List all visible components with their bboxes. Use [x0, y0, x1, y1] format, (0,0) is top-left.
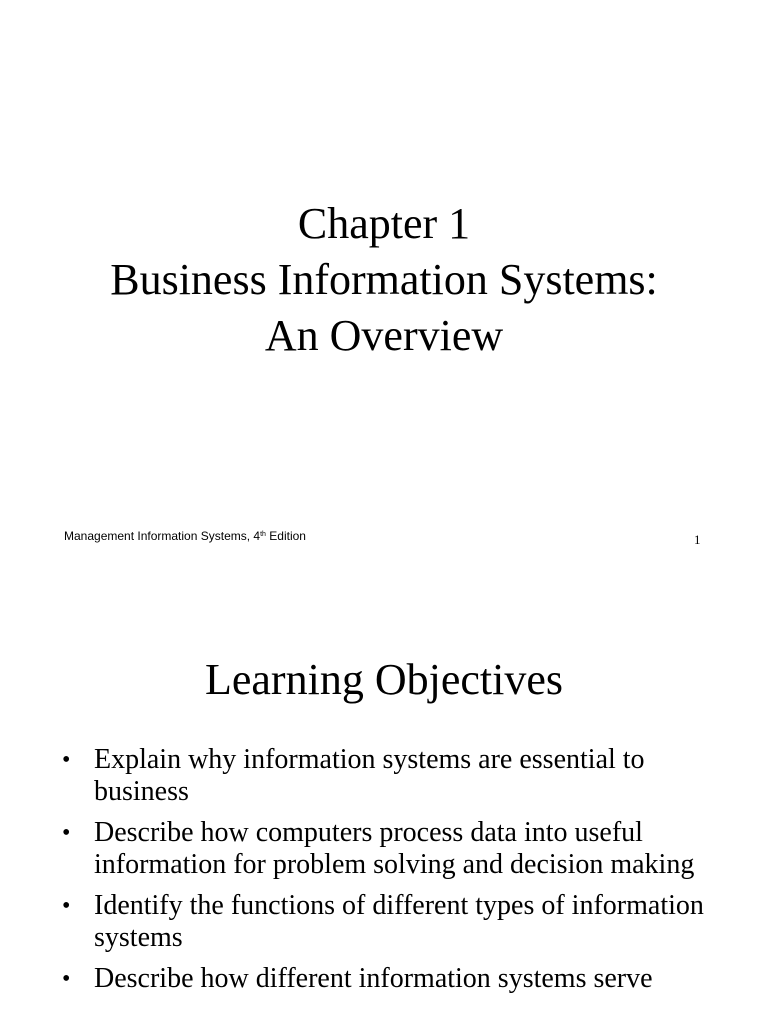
- bullet-icon: •: [62, 893, 71, 919]
- objective-item: [60, 963, 720, 995]
- footer-text-after: Edition: [265, 529, 306, 543]
- bullet-icon: •: [62, 820, 71, 846]
- slide-2: [0, 576, 768, 1024]
- learning-objectives-title: Learning Objectives: [205, 655, 563, 704]
- title-line-2: Business Information Systems:: [110, 255, 658, 304]
- title-line-1: Chapter 1: [297, 199, 471, 248]
- objective-text: Describe how different information systems serve: [94, 963, 653, 994]
- objective-text: Explain why information systems are essential to business: [94, 744, 645, 807]
- objective-item: [60, 744, 720, 808]
- objective-text: Identify the functions of different types of information systems: [94, 890, 704, 953]
- objective-text: Describe how computers process data into useful information for problem solving and decision making: [94, 817, 695, 880]
- footer-superscript: th: [260, 531, 266, 538]
- title-line-3: An Overview: [264, 311, 504, 360]
- objective-item: [60, 890, 720, 954]
- footer-book-title: [64, 528, 306, 544]
- bullet-icon: •: [62, 966, 71, 992]
- objectives-list: [60, 744, 720, 1004]
- footer-text-before: Management Information Systems, 4: [64, 529, 261, 543]
- page-number: 1: [694, 532, 701, 547]
- chapter-title: [0, 196, 768, 364]
- objective-item: [60, 817, 720, 881]
- bullet-icon: •: [62, 747, 71, 773]
